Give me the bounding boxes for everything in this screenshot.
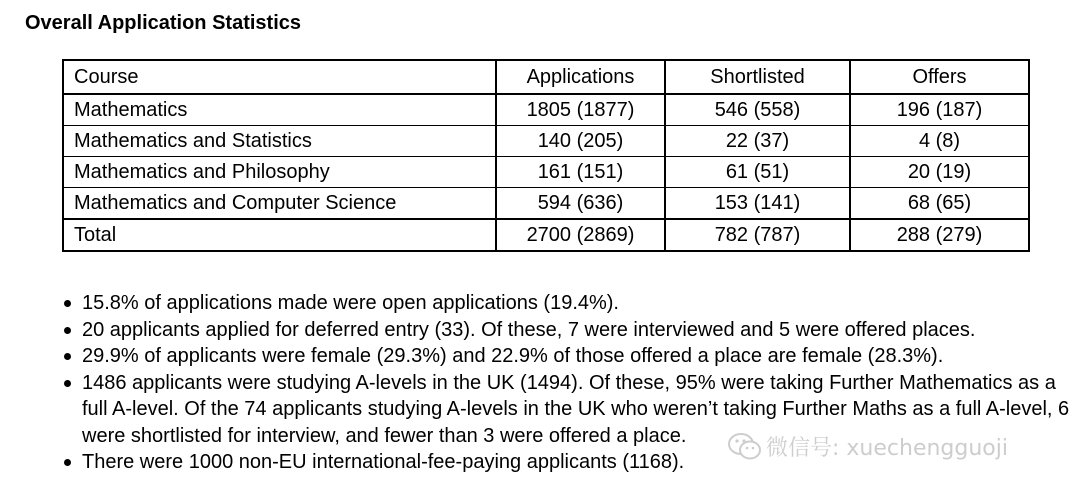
- table-row: [63, 126, 1029, 157]
- cell-shortlisted: 153 (141): [665, 188, 850, 220]
- cell-total-shortlisted: 782 (787): [665, 219, 850, 251]
- cell-shortlisted: 22 (37): [665, 126, 850, 157]
- cell-offers: 4 (8): [850, 126, 1029, 157]
- list-item-text: There were 1000 non-EU international-fee-paying applicants (1168).: [82, 451, 685, 473]
- cell-course: Mathematics and Statistics: [63, 126, 496, 157]
- header-offers: Offers: [850, 60, 1029, 94]
- list-item: [62, 317, 1072, 344]
- watermark-text: 微信号: xuechengguoji: [766, 436, 1008, 461]
- list-item: [62, 290, 1072, 317]
- header-course: Course: [63, 60, 496, 94]
- table-header-row: [63, 60, 1029, 94]
- cell-total-applications: 2700 (2869): [496, 219, 665, 251]
- list-item-text: 29.9% of applicants were female (29.3%) and 22.9% of those offered a place are female (28.3%).: [82, 345, 944, 367]
- list-item: [62, 449, 1072, 476]
- cell-offers: 68 (65): [850, 188, 1029, 220]
- cell-offers: 196 (187): [850, 94, 1029, 126]
- application-statistics-table: [62, 59, 1030, 252]
- cell-course: Mathematics and Philosophy: [63, 157, 496, 188]
- bullet-dot-icon: [64, 300, 71, 307]
- list-item: [62, 370, 1072, 450]
- table-row: [63, 94, 1029, 126]
- cell-applications: 594 (636): [496, 188, 665, 220]
- table-total-row: [63, 219, 1029, 251]
- cell-shortlisted: 61 (51): [665, 157, 850, 188]
- header-shortlisted: Shortlisted: [665, 60, 850, 94]
- list-item-text: 15.8% of applications made were open applications (19.4%).: [82, 292, 619, 314]
- cell-course: Mathematics: [63, 94, 496, 126]
- bullet-dot-icon: [64, 327, 71, 334]
- cell-applications: 140 (205): [496, 126, 665, 157]
- bullet-dot-icon: [64, 380, 71, 387]
- table-row: [63, 157, 1029, 188]
- header-applications: Applications: [496, 60, 665, 94]
- cell-total-label: Total: [63, 219, 496, 251]
- cell-total-offers: 288 (279): [850, 219, 1029, 251]
- cell-course: Mathematics and Computer Science: [63, 188, 496, 220]
- cell-applications: 1805 (1877): [496, 94, 665, 126]
- page-title: Overall Application Statistics: [25, 12, 302, 34]
- list-item-text: 20 applicants applied for deferred entry (33). Of these, 7 were interviewed and 5 were offered places.: [82, 318, 976, 341]
- list-item-text: 1486 applicants were studying A-levels in the UK (1494). Of these, 95% were taking Further Mathematics as a full A-level. Of the 74 applicants studying A-levels in the UK who weren’t taking Further Maths as a full A-level, 6 were shortlisted for interview, and fewer than 3 were offered a place.: [82, 371, 1070, 447]
- table-row: [63, 188, 1029, 220]
- bullet-dot-icon: [64, 459, 71, 466]
- bullet-dot-icon: [64, 353, 71, 360]
- cell-shortlisted: 546 (558): [665, 94, 850, 126]
- cell-applications: 161 (151): [496, 157, 665, 188]
- list-item: [62, 343, 1072, 370]
- cell-offers: 20 (19): [850, 157, 1029, 188]
- statistics-bullet-list: [62, 290, 1072, 476]
